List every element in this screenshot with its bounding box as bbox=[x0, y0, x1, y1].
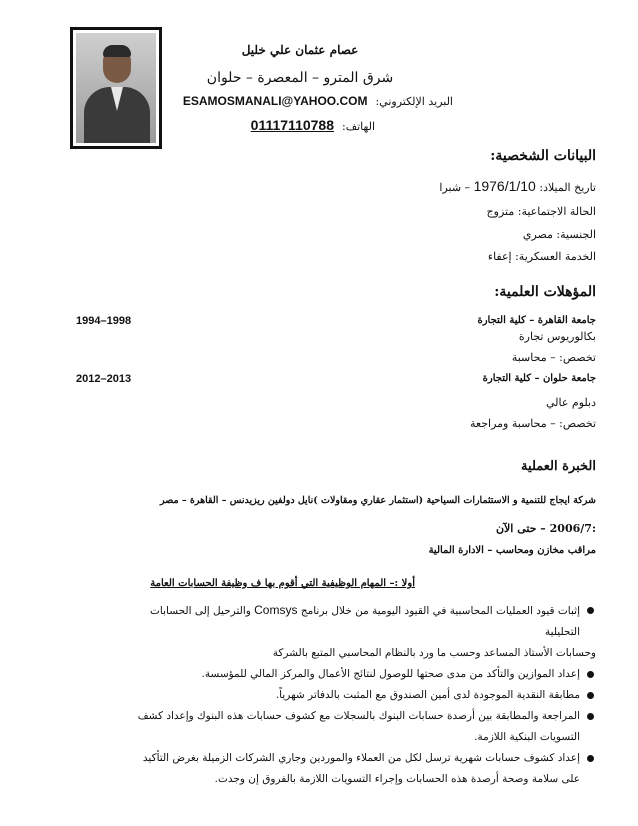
education-years: 2012–2013 bbox=[76, 373, 132, 385]
list-item: وحسابات الأستاذ المساعد وحسب ما ورد بالنظام المحاسبي المتبع بالشركة bbox=[272, 647, 596, 659]
bullet-icon bbox=[587, 692, 594, 699]
birth-line bbox=[439, 178, 596, 194]
email-value[interactable]: ESAMOSMANALI@YAHOO.COM bbox=[182, 94, 368, 108]
birth-date: 1976/1/10 bbox=[473, 178, 536, 194]
list-item: المراجعة والمطابقة بين أرصدة حسابات البنوك بالسجلات مع كشوف حسابات هذه البنوك وإعداد كشف bbox=[70, 706, 596, 727]
education-years: 1994–1998 bbox=[76, 315, 132, 327]
employment-period: :2006/7 – حتى الآن bbox=[495, 522, 596, 535]
bullet-icon bbox=[587, 607, 594, 614]
full-name: عصام عثمان علي خليل bbox=[241, 43, 359, 57]
company-name: شركة ايجاج للتنمية و الاستثمارات السياحية (استثمار عقاري ومقاولات )نايل دولفين ريزيدنس – القاهرة – مصر bbox=[160, 495, 596, 506]
phone-label: الهاتف: bbox=[342, 120, 375, 133]
list-item: التحليلية bbox=[545, 626, 580, 638]
education-institution: جامعة حلوان – كلية التجارة bbox=[482, 373, 596, 384]
marital-status: الحالة الاجتماعية: متزوج bbox=[486, 205, 596, 218]
list-item: إعداد الموازين والتأكد من مدى صحتها للوصول لنتائج الأعمال والمركز المالي للمؤسسة. bbox=[70, 664, 596, 685]
address: شرق المترو – المعصرة – حلوان bbox=[206, 70, 394, 86]
birth-place: – شبرا bbox=[439, 181, 471, 194]
bullet-icon bbox=[587, 713, 594, 720]
email-label: البريد الإلكتروني: bbox=[375, 95, 453, 108]
experience-heading: الخبرة العملية bbox=[521, 459, 596, 474]
bullet-icon bbox=[587, 755, 594, 762]
job-position: مراقب مخازن ومحاسب – الادارة المالية bbox=[428, 545, 596, 556]
phone-value: 01117110788 bbox=[250, 117, 335, 133]
military-service: الخدمة العسكرية: إعفاء bbox=[487, 250, 596, 263]
tasks-heading: أولا :– المهام الوظيفية التي أقوم بها ف وظيفة الحسابات العامة bbox=[150, 578, 415, 589]
list-item: إعداد كشوف حسابات شهرية ترسل لكل من العملاء والموردين وجاري الشركات الزميلة بغرض التأكيد bbox=[70, 748, 596, 769]
list-item: مطابقة النقدية الموجودة لدى أمين الصندوق مع المثبت بالدفاتر شهرياً. bbox=[70, 685, 596, 706]
tasks-list bbox=[70, 600, 596, 790]
education-heading: المؤهلات العلمية: bbox=[494, 284, 596, 300]
personal-info-heading: البيانات الشخصية: bbox=[490, 148, 596, 164]
list-item: التسويات البنكية اللازمة. bbox=[474, 731, 580, 743]
education-degree: دبلوم عالي bbox=[545, 396, 596, 409]
profile-photo bbox=[70, 27, 162, 149]
nationality: الجنسية: مصري bbox=[522, 228, 596, 241]
education-major: تخصص: – محاسبة bbox=[511, 351, 596, 364]
phone-row bbox=[251, 117, 375, 133]
bullet-icon bbox=[587, 671, 594, 678]
education-major: تخصص: – محاسبة ومراجعة bbox=[470, 417, 596, 430]
birth-label: تاريخ الميلاد: bbox=[539, 181, 596, 194]
list-item: على سلامة وصحة أرصدة هذه الحسابات وإجراء التسويات اللازمة بالفروق إن وجدت. bbox=[214, 773, 580, 785]
education-institution: جامعة القاهرة – كلية التجارة bbox=[477, 315, 596, 326]
email-row bbox=[183, 94, 453, 108]
list-item: إثبات قيود العمليات المحاسبية في القيود اليومية من خلال برنامج Comsys والترحيل إلى الحسابات bbox=[70, 600, 596, 622]
education-degree: بكالوريوس تجارة bbox=[518, 330, 596, 343]
